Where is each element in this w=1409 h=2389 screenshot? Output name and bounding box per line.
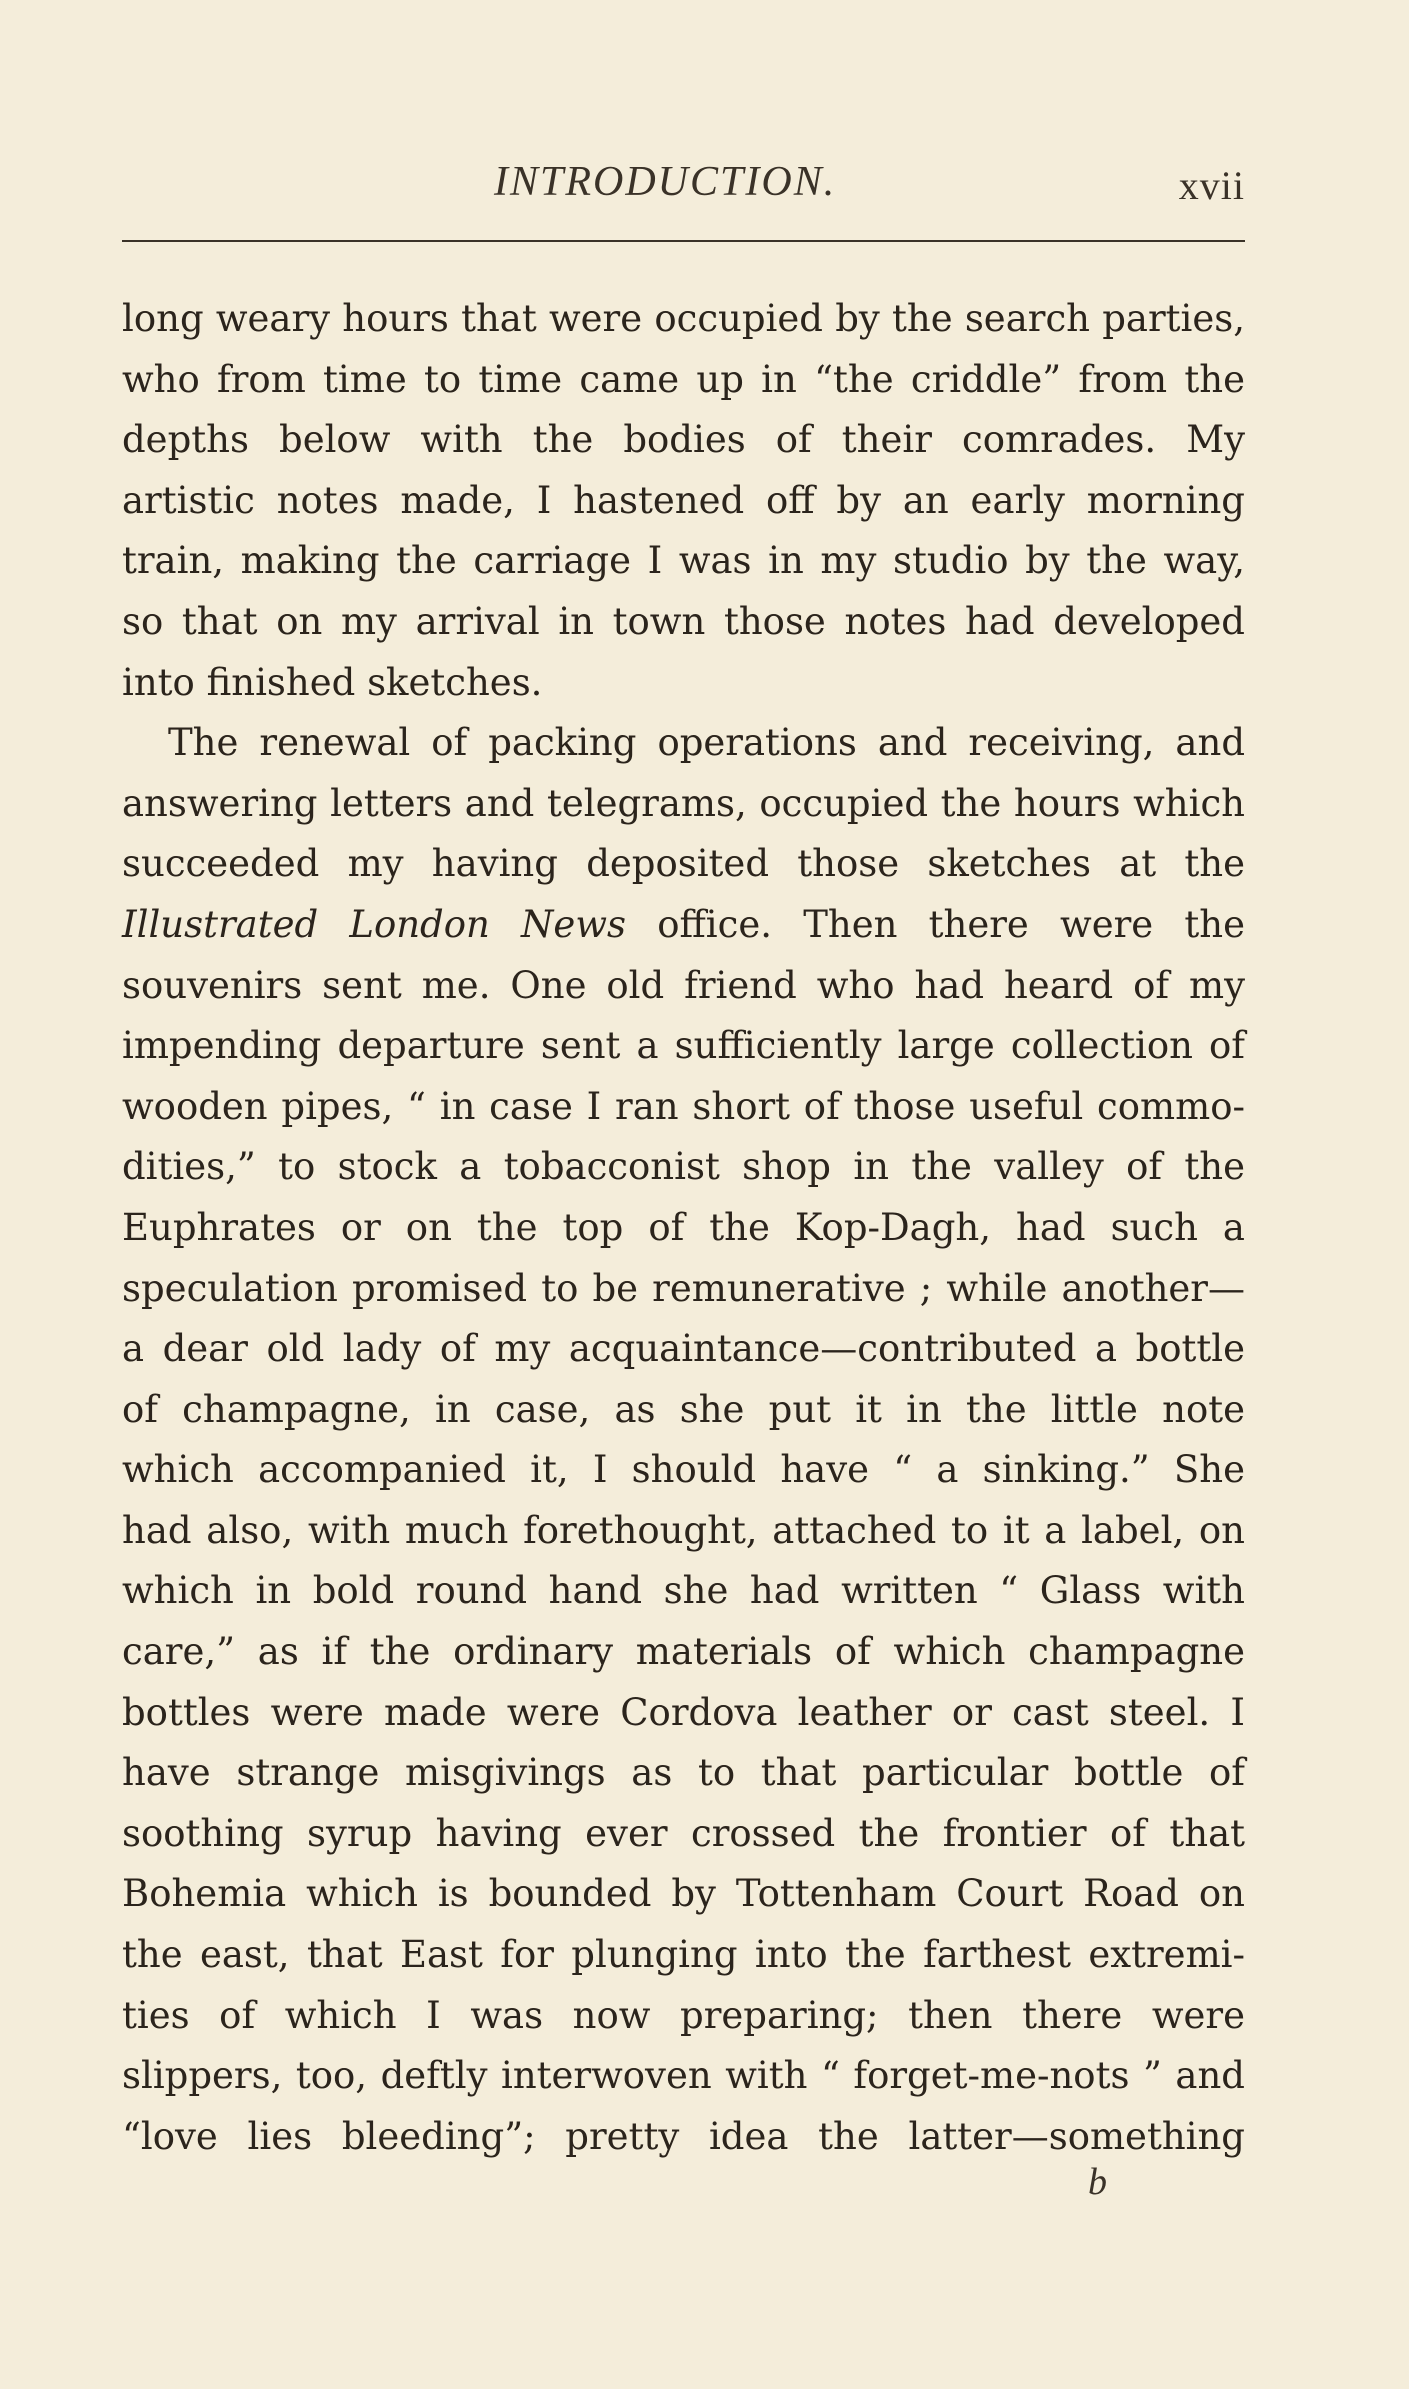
text-line: Euphrates or on the top of the Kop-Dagh, had such a [122, 1205, 1245, 1249]
text-line: soothing syrup having ever crossed the frontier of that [122, 1811, 1245, 1855]
text-line: so that on my arrival in town those notes had developed [122, 599, 1245, 643]
italic-title: Illustrated London News [122, 902, 626, 946]
body-text [122, 289, 1245, 2167]
text-line: a dear old lady of my acquaintance—contributed a bottle [122, 1327, 1245, 1371]
text-line: wooden pipes, “ in case I ran short of those useful commo- [122, 1084, 1245, 1128]
text-line: long weary hours that were occupied by the search parties, [122, 297, 1245, 340]
text-line: artistic notes made, I hastened off by an early morning [122, 478, 1245, 522]
signature-mark: b [1088, 2161, 1107, 2203]
text-line: speculation promised to be remunerative ; while another— [122, 1266, 1245, 1310]
line-remainder: office. Then there were the [657, 902, 1246, 946]
text-line: care,” as if the ordinary materials of which champagne [122, 1630, 1245, 1674]
text-line: into finished sketches. [122, 660, 543, 704]
text-line: train, making the carriage I was in my studio by the way, [122, 539, 1245, 583]
running-head [122, 150, 1245, 210]
text-line: dities,” to stock a tobacconist shop in the valley of the [122, 1145, 1245, 1189]
text-line: have strange misgivings as to that particular bottle of [122, 1751, 1245, 1795]
text-line-with-italic [122, 895, 1245, 956]
text-line: who from time to time came up in “the criddle” from the [122, 357, 1245, 401]
text-line: “love lies bleeding”; pretty idea the latter—something [122, 2114, 1245, 2158]
text-line: the east, that East for plunging into the farthest extremi- [122, 1933, 1245, 1977]
paragraph-start-line: The renewal of packing operations and receiving, and [168, 721, 1245, 765]
text-line: which in bold round hand she had written “ Glass with [122, 1569, 1245, 1613]
page-number: xvii [1178, 163, 1245, 208]
text-line: succeeded my having deposited those sketches at the [122, 842, 1245, 886]
text-line: bottles were made were Cordova leather or cast steel. I [122, 1690, 1245, 1734]
header-rule [122, 240, 1245, 242]
text-line: which accompanied it, I should have “ a sinking.” She [122, 1448, 1245, 1492]
text-line: depths below with the bodies of their comrades. My [122, 418, 1245, 462]
text-line: impending departure sent a sufficiently large collection of [122, 1024, 1245, 1068]
text-line: answering letters and telegrams, occupied the hours which [122, 781, 1245, 825]
text-line: of champagne, in case, as she put it in the little note [122, 1387, 1245, 1431]
text-line: slippers, too, deftly interwoven with “ forget-me-nots ” and [122, 2054, 1245, 2098]
text-line: had also, with much forethought, attached to it a label, on [122, 1508, 1245, 1552]
text-line: Bohemia which is bounded by Tottenham Court Road on [122, 1872, 1245, 1916]
text-line: souvenirs sent me. One old friend who had heard of my [122, 963, 1245, 1007]
text-line: ties of which I was now preparing; then there were [122, 1993, 1245, 2037]
running-title: INTRODUCTION. [494, 159, 837, 205]
